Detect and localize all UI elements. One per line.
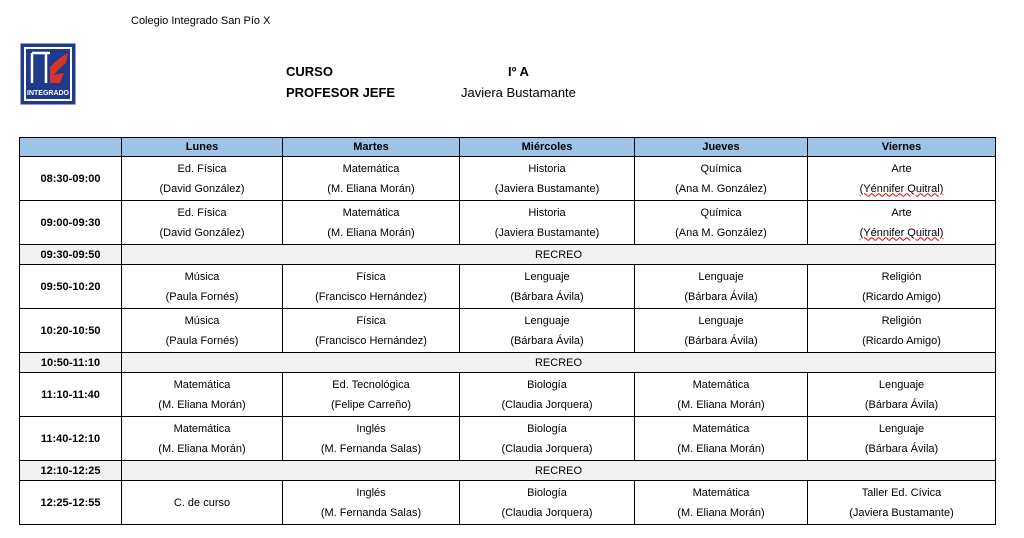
class-cell: [635, 201, 808, 245]
class-cell: [808, 417, 996, 461]
class-cell: [122, 157, 283, 201]
subject-name: Lenguaje: [524, 314, 570, 327]
profesor-value: Javiera Bustamante: [461, 85, 576, 100]
subject-name: Religión: [881, 270, 922, 283]
class-cell: [122, 481, 283, 525]
class-cell: [283, 201, 460, 245]
teacher-name: (M. Eliana Morán): [327, 182, 415, 195]
header-day: Lunes: [122, 138, 283, 157]
class-cell: [122, 201, 283, 245]
teacher-name: (M. Fernanda Salas): [320, 442, 422, 455]
class-cell: [122, 309, 283, 353]
table-header-row: [20, 138, 996, 157]
table-row: [20, 157, 996, 201]
subject-name: Historia: [528, 206, 566, 219]
table-row: [20, 417, 996, 461]
teacher-name: (David González): [159, 226, 245, 239]
table-row: [20, 309, 996, 353]
teacher-name: (Javiera Bustamante): [849, 506, 954, 519]
teacher-name: (M. Eliana Morán): [677, 442, 765, 455]
subject-name: Lenguaje: [878, 378, 925, 391]
subject-name: Química: [700, 162, 742, 175]
teacher-name: (Yénnifer Quitral): [859, 182, 944, 195]
break-row: [20, 245, 996, 265]
class-cell: [460, 373, 635, 417]
teacher-name: (Javiera Bustamante): [494, 182, 600, 195]
subject-name: Ed. Física: [177, 206, 227, 219]
teacher-name: (M. Eliana Morán): [158, 442, 246, 455]
subject-name: Arte: [891, 206, 912, 219]
curso-value: Iº A: [508, 64, 529, 79]
teacher-name: (Yénnifer Quitral): [859, 226, 944, 239]
class-cell: [122, 265, 283, 309]
class-cell: [808, 373, 996, 417]
header-day: Miércoles: [460, 138, 635, 157]
school-logo: [20, 43, 76, 105]
class-cell: [635, 309, 808, 353]
teacher-name: (M. Eliana Morán): [677, 398, 765, 411]
teacher-name: (Bárbara Ávila): [864, 442, 939, 455]
recess-label: RECREO: [122, 245, 996, 265]
subject-name: Inglés: [356, 422, 386, 435]
class-cell: [283, 417, 460, 461]
subject-name: Matemática: [342, 206, 400, 219]
class-cell: [635, 265, 808, 309]
teacher-name: (M. Eliana Morán): [158, 398, 246, 411]
subject-name: Biología: [527, 486, 567, 499]
class-cell: [460, 481, 635, 525]
class-cell: [283, 157, 460, 201]
subject-name: Física: [356, 270, 386, 283]
class-cell: [808, 309, 996, 353]
table-row: [20, 481, 996, 525]
subject-name: Química: [700, 206, 742, 219]
subject-name: Biología: [527, 378, 567, 391]
profesor-label: PROFESOR JEFE: [286, 85, 396, 100]
time-slot: 12:25-12:55: [20, 481, 122, 525]
subject-name: Lenguaje: [524, 270, 570, 283]
time-slot: 11:40-12:10: [20, 417, 122, 461]
time-slot: 09:00-09:30: [20, 201, 122, 245]
subject-name: Matemática: [342, 162, 400, 175]
subject-name: Música: [184, 270, 220, 283]
teacher-name: (Bárbara Ávila): [510, 290, 584, 303]
teacher-name: (Paula Fornés): [165, 290, 239, 303]
table-row: [20, 201, 996, 245]
subject-name: Inglés: [356, 486, 386, 499]
class-cell: [635, 481, 808, 525]
teacher-name: (Claudia Jorquera): [501, 398, 593, 411]
recess-label: RECREO: [122, 461, 996, 481]
subject-name: Matemática: [692, 378, 750, 391]
table-row: [20, 265, 996, 309]
teacher-name: (M. Eliana Morán): [677, 506, 765, 519]
teacher-name: (Ricardo Amigo): [862, 334, 941, 347]
teacher-name: (Ricardo Amigo): [862, 290, 941, 303]
subject-name: Matemática: [173, 378, 231, 391]
subject-name: Biología: [527, 422, 567, 435]
class-cell: [283, 481, 460, 525]
teacher-name: (Bárbara Ávila): [684, 334, 758, 347]
class-cell: [283, 373, 460, 417]
subject-name: Lenguaje: [698, 314, 744, 327]
subject-name: Matemática: [173, 422, 231, 435]
teacher-name: (Francisco Hernández): [315, 334, 427, 347]
class-cell: [283, 265, 460, 309]
teacher-name: (M. Eliana Morán): [327, 226, 415, 239]
table-row: [20, 373, 996, 417]
time-slot: 10:20-10:50: [20, 309, 122, 353]
subject-name: Ed. Tecnológica: [332, 378, 410, 391]
time-slot: 10:50-11:10: [20, 353, 122, 373]
header-corner: [20, 138, 122, 157]
subject-name: Música: [184, 314, 220, 327]
class-cell: [283, 309, 460, 353]
time-slot: 09:50-10:20: [20, 265, 122, 309]
class-cell: [122, 373, 283, 417]
class-cell: [808, 481, 996, 525]
time-slot: 09:30-09:50: [20, 245, 122, 265]
class-cell: [808, 265, 996, 309]
header-day: Jueves: [635, 138, 808, 157]
teacher-name: (Francisco Hernández): [315, 290, 427, 303]
subject-name: C. de curso: [173, 496, 231, 509]
header-day: Viernes: [808, 138, 996, 157]
class-cell: [460, 201, 635, 245]
teacher-name: (Bárbara Ávila): [684, 290, 758, 303]
class-cell: [122, 417, 283, 461]
class-cell: [635, 417, 808, 461]
teacher-name: (Ana M. González): [675, 226, 767, 239]
subject-name: Matemática: [692, 486, 750, 499]
break-row: [20, 353, 996, 373]
subject-name: Taller Ed. Cívica: [861, 486, 942, 499]
subject-name: Matemática: [692, 422, 750, 435]
header-day: Martes: [283, 138, 460, 157]
class-cell: [460, 417, 635, 461]
school-name: Colegio Integrado San Pío X: [131, 15, 271, 27]
teacher-name: (Paula Fornés): [165, 334, 239, 347]
class-cell: [460, 265, 635, 309]
class-cell: [808, 201, 996, 245]
teacher-name: (Bárbara Ávila): [864, 398, 939, 411]
class-cell: [635, 373, 808, 417]
time-slot: 11:10-11:40: [20, 373, 122, 417]
class-cell: [460, 157, 635, 201]
teacher-name: (David González): [159, 182, 245, 195]
subject-name: Lenguaje: [878, 422, 925, 435]
teacher-name: (Claudia Jorquera): [501, 506, 593, 519]
subject-name: Lenguaje: [698, 270, 744, 283]
class-cell: [635, 157, 808, 201]
teacher-name: (M. Fernanda Salas): [320, 506, 422, 519]
teacher-name: (Felipe Carreño): [330, 398, 412, 411]
teacher-name: (Ana M. González): [675, 182, 767, 195]
subject-name: Ed. Física: [177, 162, 227, 175]
time-slot: 08:30-09:00: [20, 157, 122, 201]
time-slot: 12:10-12:25: [20, 461, 122, 481]
logo-text: INTEGRADO: [27, 90, 69, 97]
teacher-name: (Claudia Jorquera): [501, 442, 593, 455]
break-row: [20, 461, 996, 481]
subject-name: Religión: [881, 314, 922, 327]
subject-name: Física: [356, 314, 386, 327]
class-cell: [808, 157, 996, 201]
recess-label: RECREO: [122, 353, 996, 373]
curso-label: CURSO: [286, 64, 333, 79]
subject-name: Arte: [891, 162, 912, 175]
teacher-name: (Javiera Bustamante): [494, 226, 600, 239]
schedule-table: [19, 137, 996, 525]
class-cell: [460, 309, 635, 353]
teacher-name: (Bárbara Ávila): [510, 334, 584, 347]
subject-name: Historia: [528, 162, 566, 175]
